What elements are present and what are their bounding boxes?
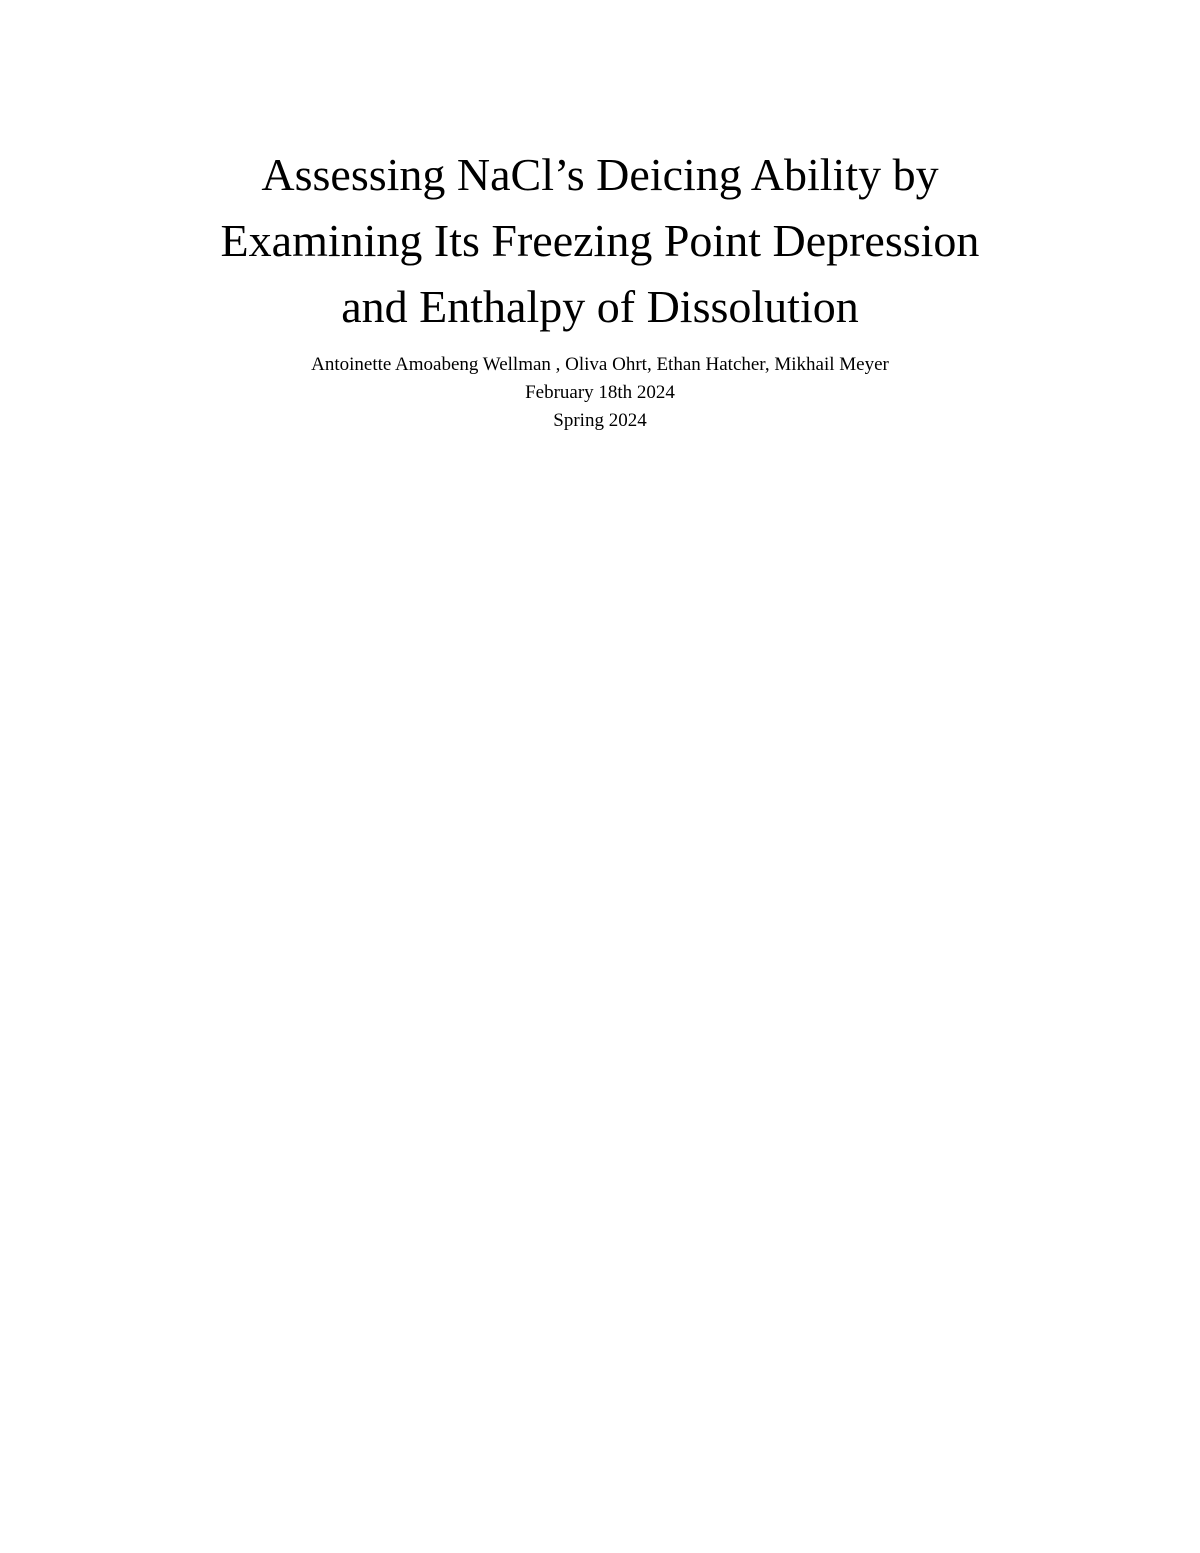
- document-date: February 18th 2024: [525, 382, 675, 403]
- title-line-1: Assessing NaCl’s Deicing Ability by: [261, 149, 939, 200]
- document-meta: [0, 351, 1200, 435]
- title-line-2: Examining Its Freezing Point Depression: [220, 215, 980, 266]
- document-term: Spring 2024: [553, 410, 647, 431]
- document-title: [0, 142, 1200, 340]
- author-list: Antoinette Amoabeng Wellman , Oliva Ohrt, Ethan Hatcher, Mikhail Meyer: [311, 354, 889, 375]
- title-line-3: and Enthalpy of Dissolution: [341, 281, 859, 332]
